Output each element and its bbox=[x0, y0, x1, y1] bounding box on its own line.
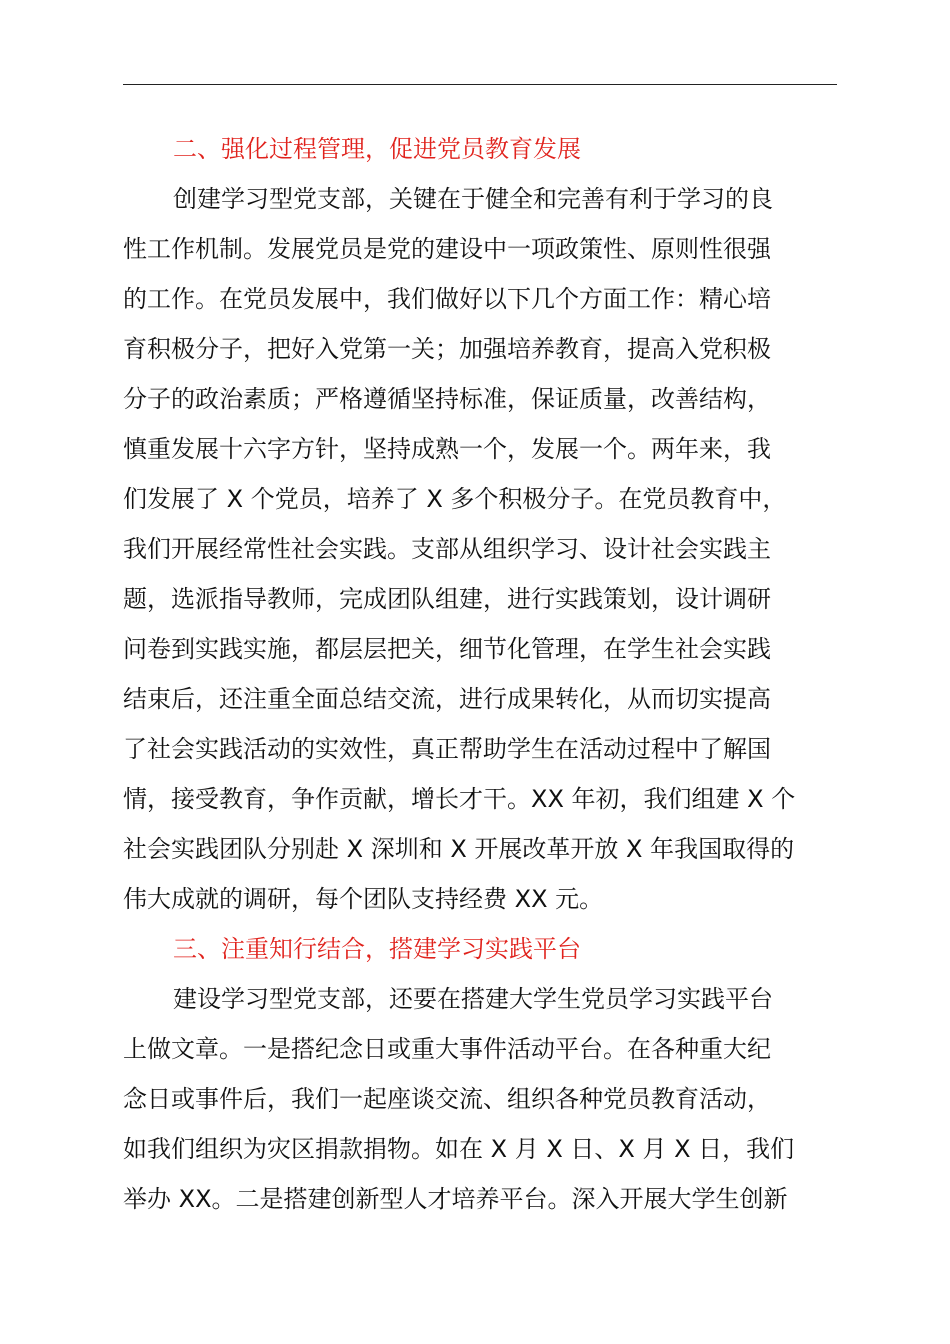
text-line: 举办 XX。二是搭建创新型人才培养平台。深入开展大学生创新 bbox=[123, 1185, 788, 1213]
text-line: 的工作。在党员发展中，我们做好以下几个方面工作：精心培 bbox=[123, 285, 771, 313]
text-line: 结束后，还注重全面总结交流，进行成果转化，从而切实提高 bbox=[123, 685, 771, 713]
text-line: 育积极分子，把好入党第一关；加强培养教育，提高入党积极 bbox=[123, 335, 771, 363]
text-line: 题，选派指导教师，完成团队组建，进行实践策划，设计调研 bbox=[123, 585, 771, 613]
text-line: 社会实践团队分别赴 X 深圳和 X 开展改革开放 X 年我国取得的 bbox=[123, 835, 795, 863]
text-line: 上做文章。一是搭纪念日或重大事件活动平台。在各种重大纪 bbox=[123, 1035, 771, 1063]
text-line: 如我们组织为灾区捐款捐物。如在 X 月 X 日、X 月 X 日，我们 bbox=[123, 1135, 795, 1163]
text-line: 建设学习型党支部，还要在搭建大学生党员学习实践平台 bbox=[173, 985, 773, 1013]
text-line: 们发展了 X 个党员，培养了 X 多个积极分子。在党员教育中， bbox=[123, 485, 787, 513]
document-body bbox=[123, 124, 837, 1224]
section-heading-3: 三、注重知行结合，搭建学习实践平台 bbox=[173, 935, 581, 963]
text-line: 创建学习型党支部，关键在于健全和完善有利于学习的良 bbox=[173, 185, 773, 213]
text-line: 分子的政治素质；严格遵循坚持标准，保证质量，改善结构， bbox=[123, 385, 771, 413]
text-line: 慎重发展十六字方针，坚持成熟一个，发展一个。两年来，我 bbox=[123, 435, 771, 463]
header-rule bbox=[123, 84, 837, 85]
text-line: 情，接受教育，争作贡献，增长才干。XX 年初，我们组建 X 个 bbox=[123, 785, 796, 813]
text-line: 念日或事件后，我们一起座谈交流、组织各种党员教育活动， bbox=[123, 1085, 771, 1113]
text-line: 了社会实践活动的实效性，真正帮助学生在活动过程中了解国 bbox=[123, 735, 771, 763]
section-paragraph-2 bbox=[123, 174, 837, 924]
section-heading-2: 二、强化过程管理，促进党员教育发展 bbox=[173, 135, 581, 163]
text-line: 伟大成就的调研，每个团队支持经费 XX 元。 bbox=[123, 885, 604, 913]
text-line: 性工作机制。发展党员是党的建设中一项政策性、原则性很强 bbox=[123, 235, 771, 263]
text-line: 我们开展经常性社会实践。支部从组织学习、设计社会实践主 bbox=[123, 535, 771, 563]
text-line: 问卷到实践实施，都层层把关，细节化管理，在学生社会实践 bbox=[123, 635, 771, 663]
section-paragraph-3 bbox=[123, 974, 837, 1224]
